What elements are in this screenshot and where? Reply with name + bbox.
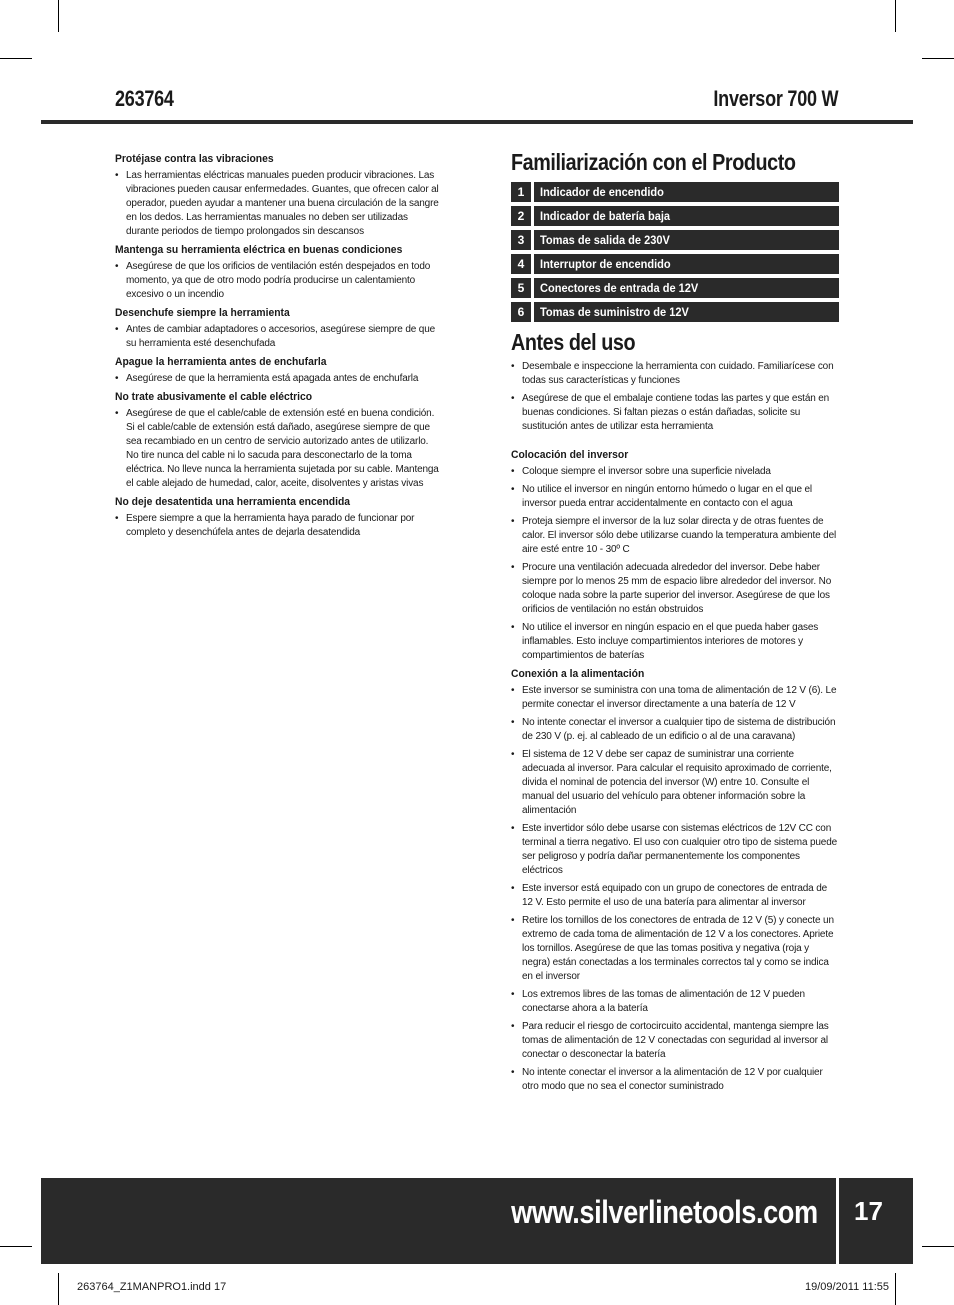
familiarization-heading: Familiarización con el Producto bbox=[511, 149, 796, 175]
list-item: • Asegúrese de que los orificios de ventilación estén despejados en todo momento, ya que de otro modo podría producirse un calentamiento excesivo o un incendio bbox=[115, 260, 441, 302]
feature-number: 4 bbox=[511, 254, 531, 274]
list-item: • Asegúrese de que la herramienta está apagada antes de enchufarla bbox=[115, 372, 441, 386]
section-heading: Desenchufe siempre la herramienta bbox=[115, 307, 290, 319]
list-item: • Para reducir el riesgo de cortocircuito accidental, mantenga siempre las tomas de alimentación de 12 V conectadas con seguridad al inversor al conectar o desconectar la batería bbox=[511, 1020, 839, 1062]
bullet-list bbox=[511, 465, 839, 663]
feature-number: 6 bbox=[511, 302, 531, 322]
section-heading: Conexión a la alimentación bbox=[511, 668, 645, 680]
list-item: • No utilice el inversor en ningún espacio en el que pueda haber gases inflamables. Esto incluye compartimientos interiores de motores y compartimientos de baterías bbox=[511, 621, 839, 663]
bullet-list bbox=[511, 360, 839, 434]
crop-mark bbox=[0, 1246, 32, 1247]
feature-row bbox=[511, 230, 839, 250]
crop-mark bbox=[895, 1273, 896, 1305]
product-column bbox=[511, 148, 839, 1098]
bullet-list bbox=[115, 512, 441, 540]
page-number: 17 bbox=[854, 1196, 883, 1226]
crop-mark bbox=[922, 58, 954, 59]
list-item: • Proteja siempre el inversor de la luz solar directa y de otras fuentes de calor. El inversor sólo debe utilizarse cuando la temperatura ambiente del aire esté entre 10 - 30º C bbox=[511, 515, 839, 557]
feature-label: Tomas de salida de 230V bbox=[534, 230, 839, 250]
feature-row bbox=[511, 302, 839, 322]
feature-label: Interruptor de encendido bbox=[534, 254, 839, 274]
file-slug: 263764_Z1MANPRO1.indd 17 bbox=[77, 1281, 227, 1293]
page-number-box bbox=[839, 1178, 913, 1264]
section-heading: Colocación del inversor bbox=[511, 449, 629, 461]
feature-number: 2 bbox=[511, 206, 531, 226]
bullet-list bbox=[115, 169, 441, 239]
crop-mark bbox=[58, 0, 59, 32]
product-code: 263764 bbox=[115, 86, 174, 111]
list-item: • Desembale e inspeccione la herramienta con cuidado. Familiarícese con todas sus características y funciones bbox=[511, 360, 839, 388]
crop-mark bbox=[58, 1273, 59, 1305]
section-heading: Mantenga su herramienta eléctrica en buenas condiciones bbox=[115, 244, 403, 256]
crop-mark bbox=[0, 58, 32, 59]
section-heading: No deje desatentida una herramienta encendida bbox=[115, 496, 351, 508]
bullet-list bbox=[511, 684, 839, 1094]
list-item: • Procure una ventilación adecuada alrededor del inversor. Debe haber siempre por lo menos 25 mm de espacio libre alrededor del inversor. No coloque nada sobre la parte superior del inversor. Asegúrese de que los orificios de ventilación no están obstruidos bbox=[511, 561, 839, 617]
feature-number: 5 bbox=[511, 278, 531, 298]
feature-label: Conectores de entrada de 12V bbox=[534, 278, 839, 298]
feature-number: 3 bbox=[511, 230, 531, 250]
header-rule bbox=[41, 120, 913, 124]
list-item: • Este invertidor sólo debe usarse con sistemas eléctricos de 12V CC con terminal a tierra negativo. El uso con cualquier otro tipo de sistema puede ser peligroso y podría dañar permanentemente los componentes eléctricos bbox=[511, 822, 839, 878]
feature-row bbox=[511, 254, 839, 274]
list-item: • Retire los tornillos de los conectores de entrada de 12 V (5) y conecte un extremo de cada toma de alimentación de 12 V a los conectores. Apriete los tornillos. Asegúrese de que las tomas positiva y negativa (roja y negra) están conectadas a los terminales correctos tal y como se indica en el inversor bbox=[511, 914, 839, 984]
bullet-list bbox=[115, 372, 441, 386]
product-title: Inversor 700 W bbox=[713, 86, 838, 111]
list-item: • Asegúrese de que el cable/cable de extensión esté en buena condición. Si el cable/cable de extensión está dañado, asegúrese siempre de que sea recambiado en un centro de servicio autorizado antes de utilizarlo. No tire nunca del cable ni lo sacuda para desconectarlo de la toma eléctrica. No lleve nunca la herramienta sujetada por su cable. Mantenga el cable alejado de humedad, calor, aceite, disolventes y aristas vivas bbox=[115, 407, 441, 491]
feature-row bbox=[511, 206, 839, 226]
list-item: • No utilice el inversor en ningún entorno húmedo o lugar en el que el inversor pueda entrar accidentalmente en contacto con el agua bbox=[511, 483, 839, 511]
list-item: • El sistema de 12 V debe ser capaz de suministrar una corriente adecuada al inversor. Para calcular el requisito aproximado de corriente, divida el nominal de potencia del inversor (W) entre 10. Consulte el manual del usuario del vehículo para obtener información sobre la alimentación bbox=[511, 748, 839, 818]
feature-row bbox=[511, 182, 839, 202]
section-heading: Apague la herramienta antes de enchufarla bbox=[115, 356, 327, 368]
website-link[interactable]: www.silverlinetools.com bbox=[511, 1194, 818, 1230]
feature-number: 1 bbox=[511, 182, 531, 202]
crop-mark bbox=[895, 0, 896, 32]
bullet-list bbox=[115, 323, 441, 351]
feature-label: Tomas de suministro de 12V bbox=[534, 302, 839, 322]
list-item: • Los extremos libres de las tomas de alimentación de 12 V pueden conectarse ahora a la batería bbox=[511, 988, 839, 1016]
before-use-heading: Antes del uso bbox=[511, 329, 636, 355]
list-item: • Las herramientas eléctricas manuales pueden producir vibraciones. Las vibraciones pueden causar enfermedades. Guantes, que ofrecen calor al operador, pueden ayudar a mantener una buena circulación de la sangre en los dedos. Las herramientas manuales no deben ser utilizadas durante periodos de tiempo prolongados sin descansos bbox=[115, 169, 441, 239]
date-slug: 19/09/2011 11:55 bbox=[804, 1281, 889, 1293]
feature-label: Indicador de batería baja bbox=[534, 206, 839, 226]
section-heading: No trate abusivamente el cable eléctrico bbox=[115, 391, 313, 403]
feature-label: Indicador de encendido bbox=[534, 182, 839, 202]
section-heading: Protéjase contra las vibraciones bbox=[115, 153, 274, 165]
bullet-list bbox=[115, 260, 441, 302]
safety-column bbox=[115, 150, 441, 544]
list-item: • No intente conectar el inversor a cualquier tipo de sistema de distribución de 230 V (p. ej. al cableado de un edificio o al de una caravana) bbox=[511, 716, 839, 744]
list-item: • Este inversor se suministra con una toma de alimentación de 12 V (6). Le permite conectar el inversor directamente a una batería de 12 V bbox=[511, 684, 839, 712]
feature-list bbox=[511, 182, 839, 322]
list-item: • Espere siempre a que la herramienta haya parado de funcionar por completo y desenchúfela antes de dejarla desatendida bbox=[115, 512, 441, 540]
feature-row bbox=[511, 278, 839, 298]
list-item: • Coloque siempre el inversor sobre una superficie nivelada bbox=[511, 465, 839, 479]
list-item: • No intente conectar el inversor a la alimentación de 12 V por cualquier otro modo que no sea el conector suministrado bbox=[511, 1066, 839, 1094]
list-item: • Antes de cambiar adaptadores o accesorios, asegúrese siempre de que su herramienta esté desenchufada bbox=[115, 323, 441, 351]
footer-bar bbox=[41, 1178, 836, 1264]
list-item: • Asegúrese de que el embalaje contiene todas las partes y que están en buenas condiciones. Si faltan piezas o están dañadas, solicite su sustitución antes de utilizar esta herramienta bbox=[511, 392, 839, 434]
list-item: • Este inversor está equipado con un grupo de conectores de entrada de 12 V. Esto permite el uso de una batería para alimentar al inversor bbox=[511, 882, 839, 910]
crop-mark bbox=[922, 1246, 954, 1247]
bullet-list bbox=[115, 407, 441, 491]
